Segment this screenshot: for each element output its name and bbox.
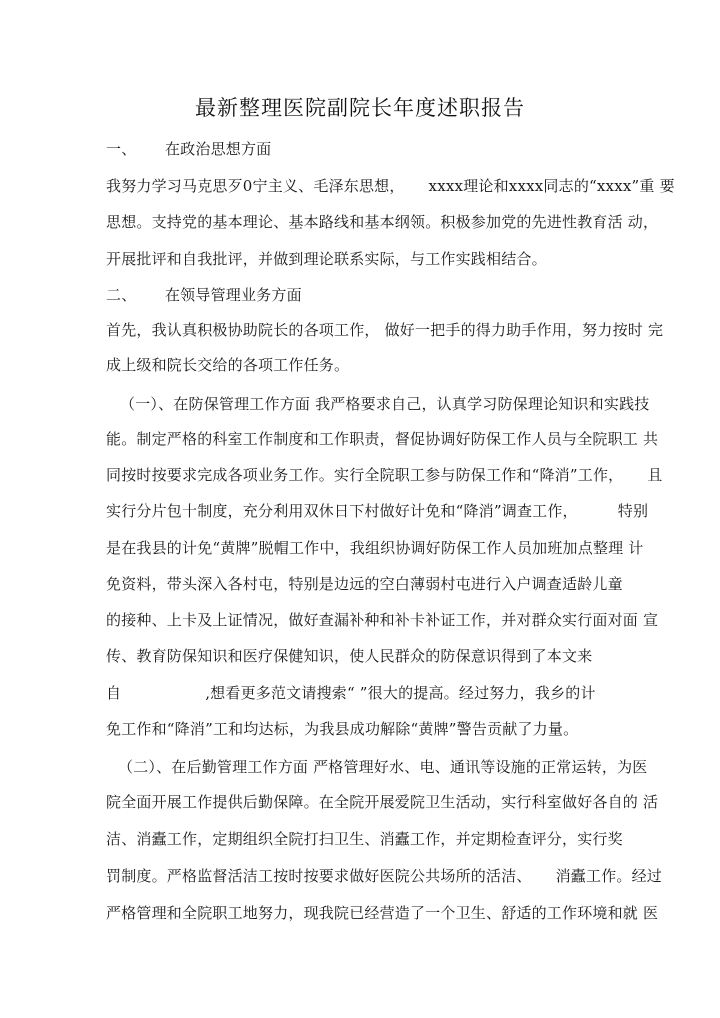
paragraph-line: 能。制定严格的科室工作制度和工作职责，督促协调好防保工作人员与全院职工 共	[106, 430, 659, 448]
paragraph-line: 成上级和院长交给的各项工作任务。	[106, 356, 350, 374]
paragraph-line: （二）、在后勤管理工作方面 严格管理好水、电、通讯等设施的正常运转，为医	[118, 758, 648, 776]
paragraph-line	[106, 465, 663, 485]
paragraph-line: 洁、消蠹工作，定期组织全院打扫卫生、消蠹工作，并定期检查评分，实行奖	[106, 830, 623, 848]
text-segment: xxxx理论和xxxx同志的“xxxx”重 要	[428, 177, 675, 195]
paragraph-line: 是在我县的计免“黄牌”脱帽工作中，我组织协调好防保工作人员加班加点整理 计	[106, 539, 644, 557]
paragraph-line	[106, 501, 649, 521]
text-segment: ,想看更多范文请搜索“ ”很大的提高。经过努力，我乡的计	[205, 684, 596, 702]
text-segment: 同按时按要求完成各项业务工作。实行全院职工参与防保工作和“降消”工作，	[106, 466, 624, 484]
paragraph-line: 的接种、上卡及上证情况，做好查漏补种和补卡补证工作，并对群众实行面对面 宣	[106, 611, 659, 629]
section-heading-text: 在政治思想方面	[164, 140, 272, 158]
text-segment: 自	[106, 684, 122, 702]
paragraph-line	[106, 866, 663, 886]
section-heading-text: 在领导管理业务方面	[164, 286, 302, 304]
paragraph-line	[106, 176, 675, 196]
paragraph-line	[106, 683, 606, 703]
paragraph-line: 免工作和“降消”工和均达标，为我县成功解除“黄牌”警告贡献了力量。	[106, 720, 579, 738]
paragraph-line: 免资料，带头深入各村屯，特别是边远的空白薄弱村屯进行入户调查适龄儿童	[106, 575, 623, 593]
paragraph-line: 严格管理和全院职工地努力，现我院已经营造了一个卫生、舒适的工作环境和就 医	[106, 904, 659, 922]
section-heading-2	[106, 285, 606, 305]
text-segment: 特别	[617, 502, 649, 520]
section-number: 二、	[106, 286, 137, 304]
paragraph-line: 思想。支持党的基本理论、基本路线和基本纲领。积极参加党的先进性教育活 动，	[106, 213, 659, 231]
text-segment: 实行分片包十制度，充分利用双休日下村做好计免和“降消”调查工作，	[106, 502, 578, 520]
text-segment: 消蠹工作。经过	[555, 867, 663, 885]
paragraph-line: 开展批评和自我批评，并做到理论联系实际，与工作实践相结合。	[106, 250, 547, 268]
paragraph-line: 院全面开展工作提供后勤保障。在全院开展爱院卫生活动，实行科室做好各自的 活	[106, 793, 659, 811]
paragraph-line: （一）、在防保管理工作方面 我严格要求自己，认真学习防保理论知识和实践技	[120, 395, 650, 413]
paragraph-line: 首先，我认真积极协助院长的各项工作， 做好一把手的得力助手作用，努力按时 完	[106, 321, 664, 339]
paragraph-line: 传、教育防保知识和医疗保健知识，使人民群众的防保意识得到了本文来	[106, 647, 593, 665]
document-title: 最新整理医院副院长年度述职报告	[195, 96, 525, 120]
section-number: 一、	[106, 140, 137, 158]
text-segment: 我努力学习马克思歹0宁主义、毛泽东思想，	[106, 177, 405, 195]
section-heading-1	[106, 139, 606, 159]
text-segment: 且	[647, 466, 663, 484]
text-segment: 罚制度。严格监督活洁工按时按要求做好医院公共场所的活洁、	[106, 867, 532, 885]
